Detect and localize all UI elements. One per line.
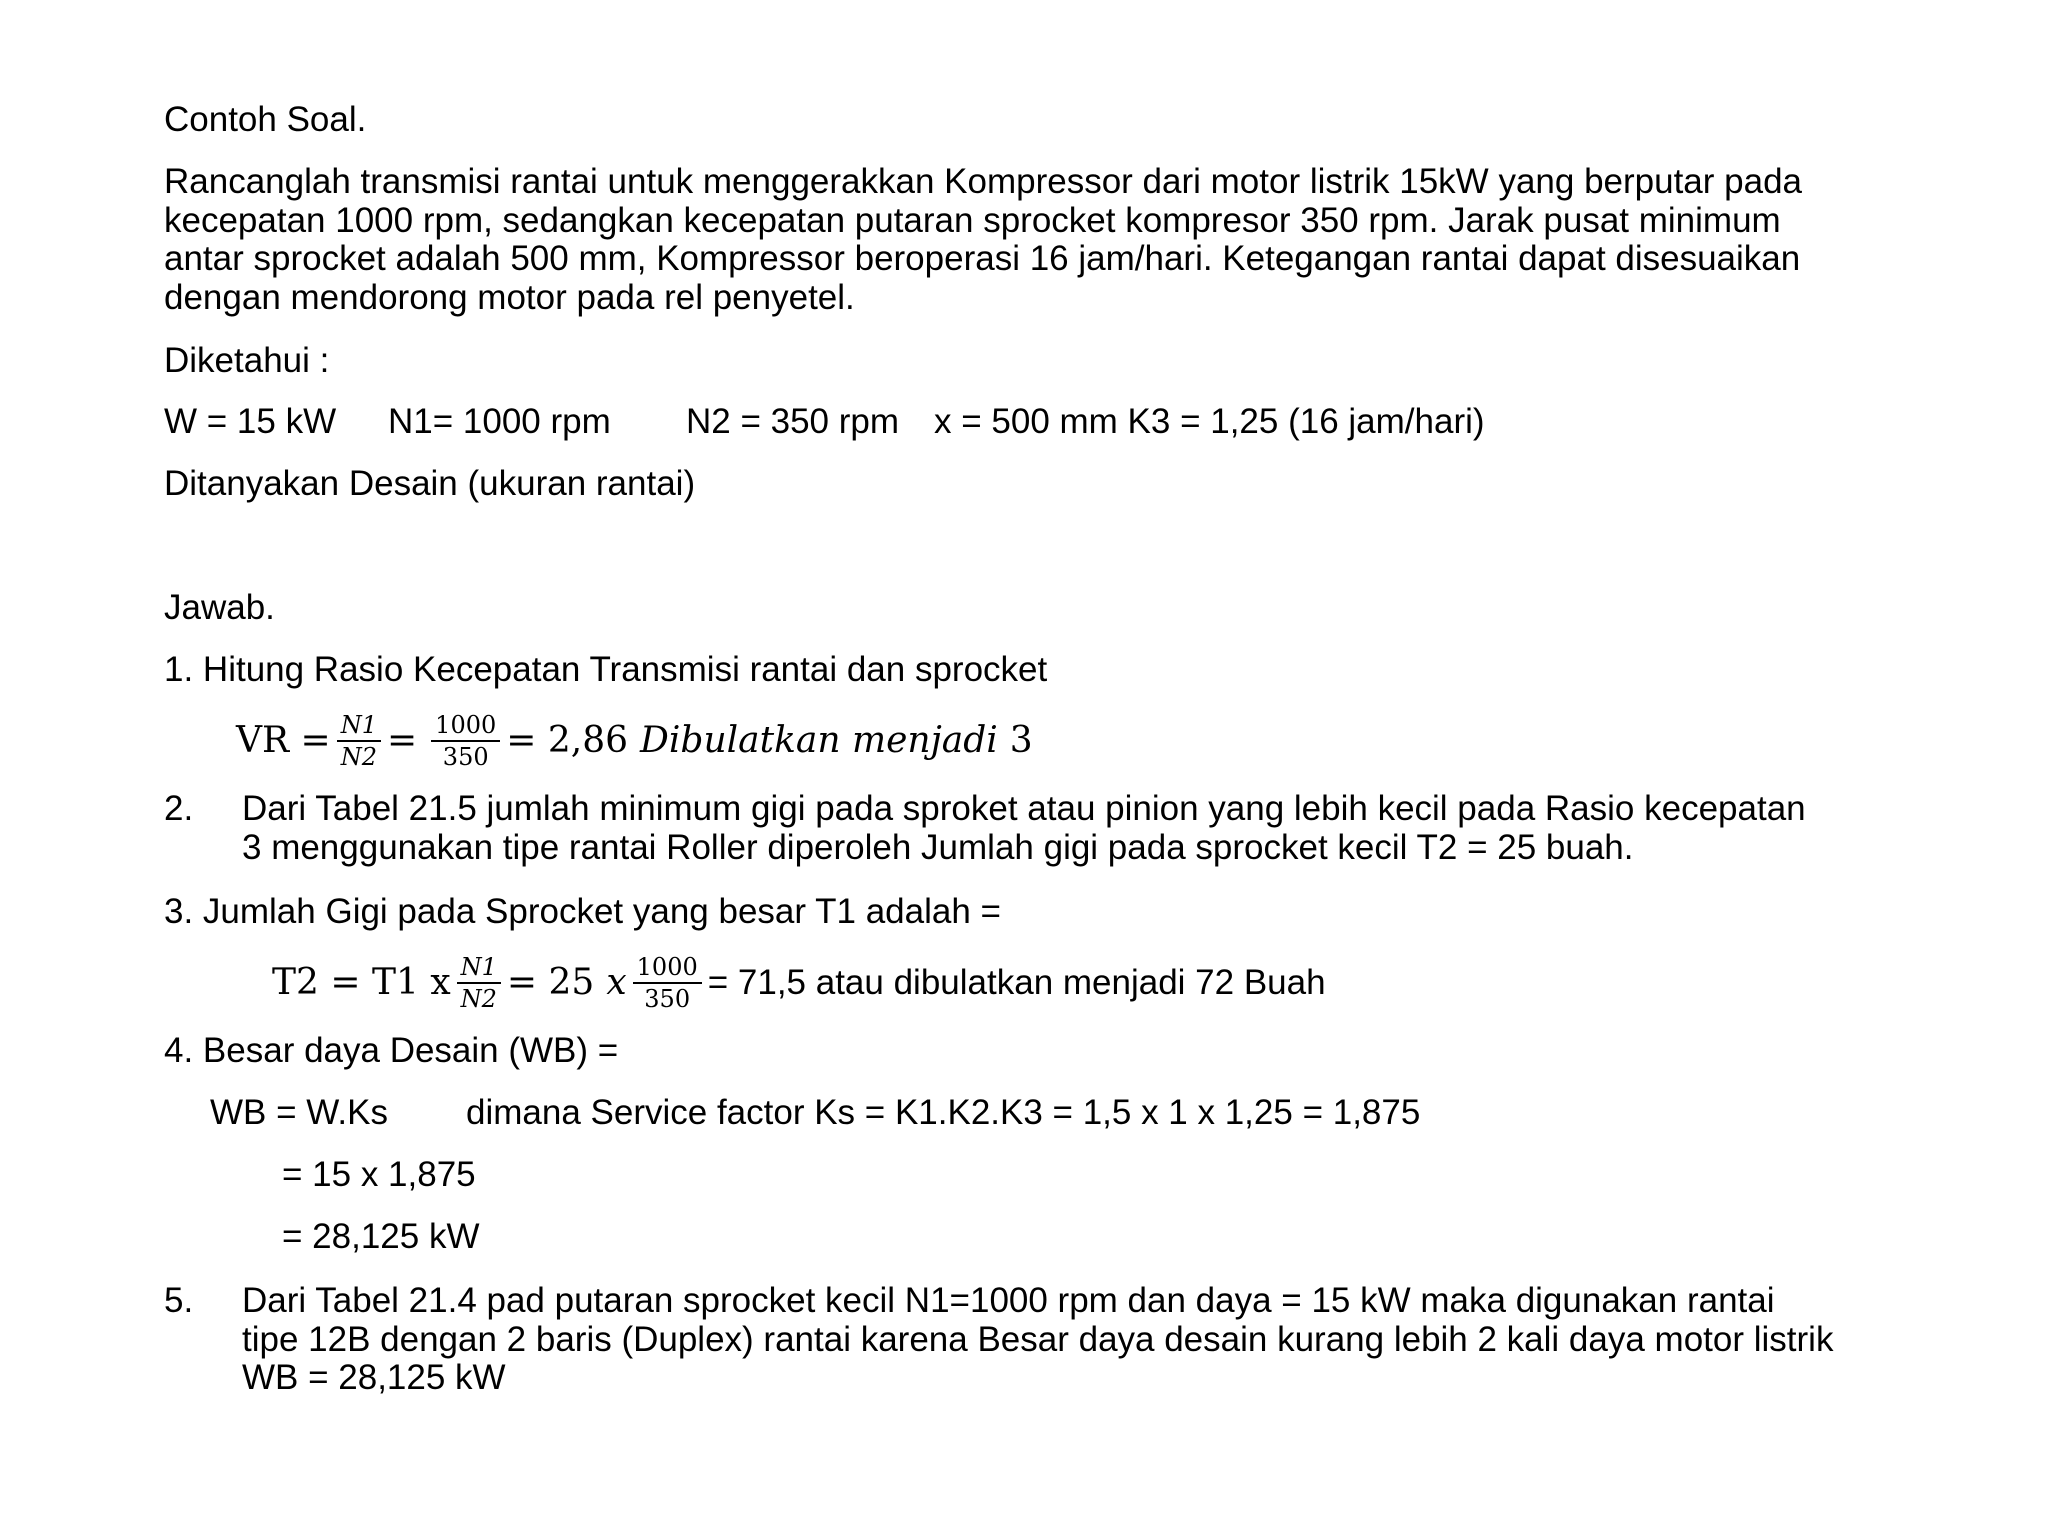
step2-line: 3 menggunakan tipe rantai Roller diperoleh Jumlah gigi pada sprocket kecil T2 = 25 buah. — [242, 827, 1634, 867]
step5-line: WB = 28,125 kW — [242, 1358, 506, 1397]
t2-times: x — [606, 962, 627, 1003]
known-x-k3: x = 500 mm K3 = 1,25 (16 jam/hari) — [934, 402, 1485, 441]
problem-line: Rancanglah transmisi rantai untuk menggerakkan Kompressor dari motor listrik 15kW yang berputar pada — [164, 162, 1803, 201]
fraction-numerator: 1000 — [636, 953, 698, 981]
asked-text: Ditanyakan Desain (ukuran rantai) — [164, 464, 696, 503]
fraction-denominator: 350 — [644, 985, 691, 1013]
fraction-numerator: N1 — [460, 953, 497, 981]
service-factor-text: dimana Service factor Ks = K1.K2.K3 = 1,5 x 1 x 1,25 = 1,875 — [466, 1093, 1421, 1132]
fraction-denominator: N2 — [460, 985, 497, 1013]
fraction-n1-n2 — [457, 952, 501, 1014]
step5-line: tipe 12B dengan 2 baris (Duplex) rantai karena Besar daya desain kurang lebih 2 kali daya motor listrik — [242, 1319, 1834, 1359]
known-n2: N2 = 350 rpm — [686, 402, 900, 441]
step5-line: Dari Tabel 21.4 pad putaran sprocket kecil N1=1000 rpm dan daya = 15 kW maka digunakan rantai — [242, 1281, 1775, 1320]
step3-text: 3. Jumlah Gigi pada Sprocket yang besar T1 adalah = — [164, 892, 1001, 931]
answer-label: Jawab. — [164, 588, 275, 627]
fraction-numerator: N1 — [340, 711, 377, 739]
vr-rounded-value: 3 — [1009, 720, 1033, 761]
step5-number: 5. — [164, 1281, 194, 1320]
problem-line: kecepatan 1000 rpm, sedangkan kecepatan putaran sprocket kompresor 350 rpm. Jarak pusat minimum — [164, 200, 1781, 240]
step2-line: Dari Tabel 21.5 jumlah minimum gigi pada sproket atau pinion yang lebih kecil pada Rasio kecepatan — [242, 789, 1806, 828]
fraction-1000-350 — [431, 710, 500, 772]
t2-result: = 71,5 atau dibulatkan menjadi 72 Buah — [707, 963, 1326, 1002]
vr-result: = 2,86 — [506, 720, 629, 761]
design-power-formula: WB = W.Ks — [210, 1093, 388, 1132]
t2-lhs: T2 = T1 x — [272, 962, 451, 1003]
step5-text — [242, 1282, 1833, 1398]
step2-text — [242, 790, 1806, 867]
known-label: Diketahui : — [164, 341, 330, 380]
vr-rounding-note: Dibulatkan menjadi — [640, 720, 998, 761]
slide-title: Contoh Soal. — [164, 100, 367, 139]
problem-line: dengan mendorong motor pada rel penyetel. — [164, 277, 855, 317]
problem-line: antar sprocket adalah 500 mm, Kompressor beroperasi 16 jam/hari. Ketegangan rantai dapat disesuaikan — [164, 239, 1801, 278]
fraction-n1-n2 — [337, 710, 381, 772]
vr-lhs: VR = — [236, 720, 331, 761]
step4-text: 4. Besar daya Desain (WB) = — [164, 1031, 619, 1070]
known-w: W = 15 kW — [164, 402, 337, 441]
design-power-result: = 28,125 kW — [282, 1217, 480, 1256]
step2-number: 2. — [164, 789, 194, 828]
design-power-calc: = 15 x 1,875 — [282, 1155, 476, 1194]
step1-text: 1. Hitung Rasio Kecepatan Transmisi rantai dan sprocket — [164, 650, 1048, 689]
vr-equals: = — [387, 720, 418, 761]
teeth-count-formula — [272, 948, 1326, 1018]
fraction-denominator: N2 — [340, 743, 377, 771]
fraction-1000-350 — [633, 952, 702, 1014]
problem-statement — [164, 163, 1802, 317]
fraction-denominator: 350 — [442, 743, 489, 771]
velocity-ratio-formula — [236, 706, 1033, 776]
fraction-numerator: 1000 — [435, 711, 497, 739]
known-n1: N1= 1000 rpm — [388, 402, 611, 441]
t2-mid: = 25 — [506, 962, 595, 1003]
